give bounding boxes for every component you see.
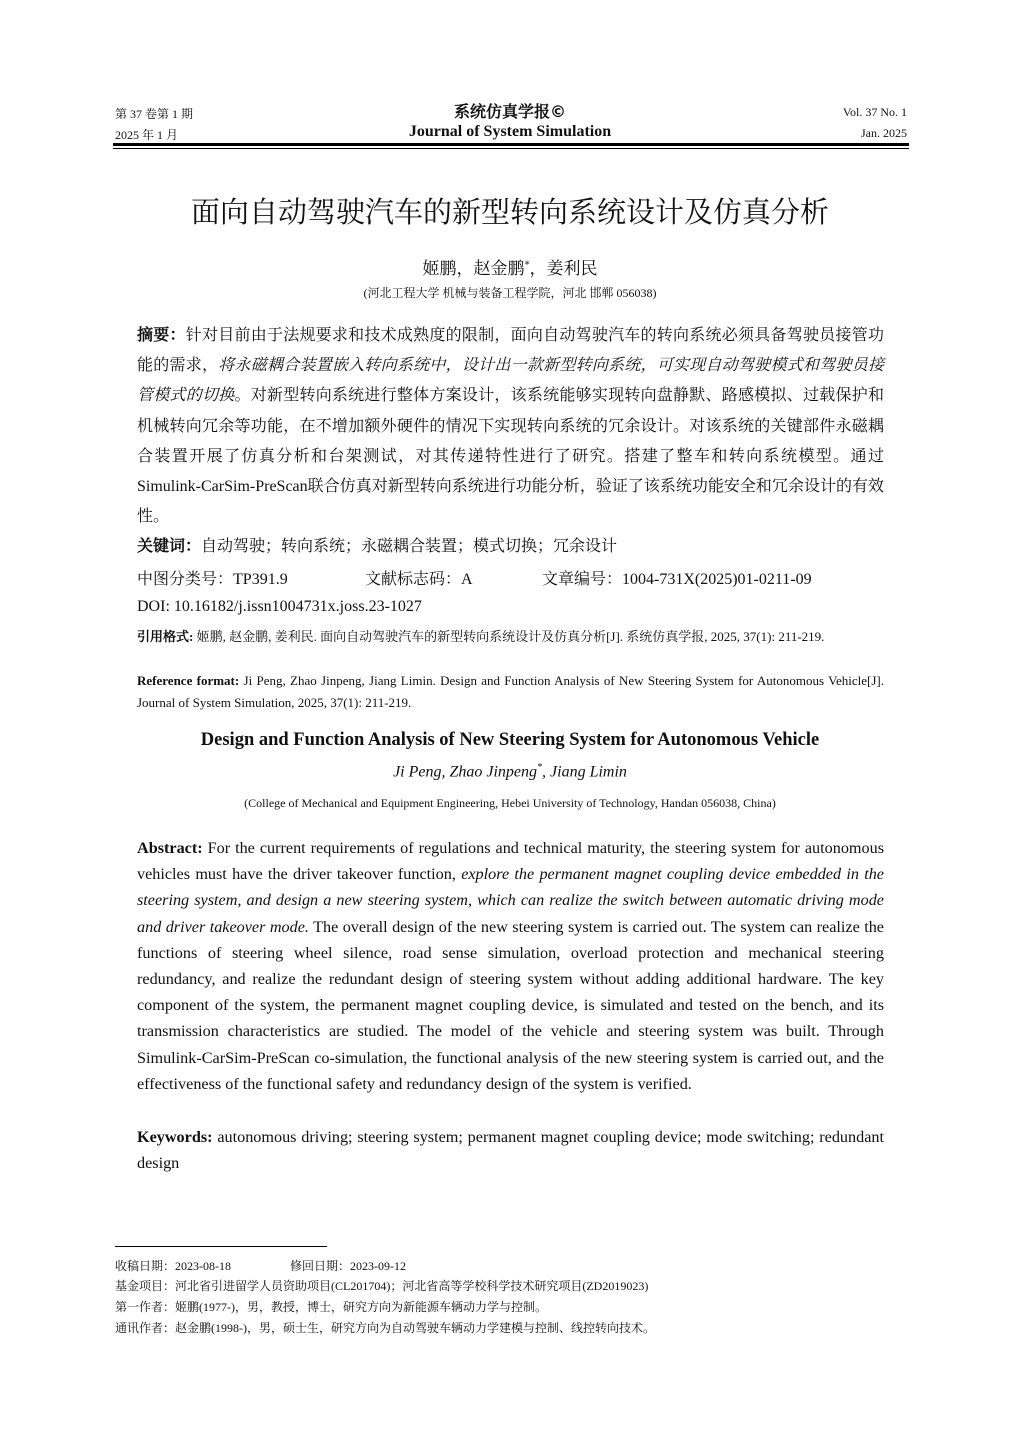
clc-value: TP391.9 (233, 571, 288, 588)
citation-cn (137, 626, 884, 648)
clc-label: 中图分类号： (137, 571, 234, 588)
abstract-en-part2: explore the permanent magnet coupling device embedded in the steering system, and design a new steering system, which can realize the switch between automatic driving mode and driver takeover mode. (137, 865, 884, 936)
authors-cn (0, 254, 1020, 279)
abstract-en-part3: The overall design of the new steering system is carried out. The system can realize the functions of steering wheel silence, road sense simulation, overload protection and mechanical steering redundancy, and realize the redundant design of steering system without adding additional hardware. The key component of the system, the permanent magnet coupling device, is simulated and tested on the bench, and its transmission characteristics are studied. The model of the vehicle and steering system was built. Through Simulink-CarSim-PreScan co-simulation, the functional analysis of the new steering system is carried out, and the effectiveness of the functional safety and redundancy design of the system is verified. (137, 917, 884, 1093)
affiliation-en: (College of Mechanical and Equipment Engineering, Hebei University of Technology, Handan 056038, China) (244, 796, 776, 810)
header-rule-thin (113, 148, 909, 149)
abstract-cn-part3: 。对新型转向系统进行整体方案设计，该系统能够实现转向盘静默、路感模拟、过载保护和机械转向冗余等功能，在不增加额外硬件的情况下实现转向系统的冗余设计。对该系统的关键部件永磁耦合装置开展了仿真分析和台架测试，对其传递特性进行了研究。搭建了整车和转向系统模型。通过Simulink-CarSim-PreScan联合仿真对新型转向系统进行功能分析，验证了该系统功能安全和冗余设计的有效性。 (137, 387, 884, 526)
footnote-rule (115, 1246, 327, 1247)
page-title-cn: 面向自动驾驶汽车的新型转向系统设计及仿真分析 (190, 195, 829, 229)
header-rule-thick (113, 143, 909, 146)
keywords-cn-text: 自动驾驶；转向系统；永磁耦合装置；模式切换；冗余设计 (201, 538, 618, 555)
citation-en (137, 670, 884, 714)
footnote-received: 收稿日期：2023-08-18 (115, 1259, 231, 1273)
authors-en (0, 762, 1020, 781)
author-cn-3: ，姜利民 (529, 259, 598, 279)
author-cn-2: 赵金鹏 (473, 259, 525, 279)
abstract-cn-part1: 针对目前由于法规要求和技术成熟度的限制，面向自动驾驶汽车的转向系统必须具备驾驶员接管功能的需求， (137, 327, 884, 375)
citation-en-label: Reference format: (137, 673, 240, 688)
citation-en-text: Ji Peng, Zhao Jinpeng, Jiang Limin. Design and Function Analysis of New Steering System for Autonomous Vehicle[J]. Journal of System Simulation, 2025, 37(1): 211-219. (137, 673, 885, 710)
header-date-en: Jan. 2025 (861, 126, 907, 140)
doi: DOI: 10.16182/j.issn1004731x.joss.23-1027 (137, 598, 422, 615)
header-volume-cn: 第 37 卷第 1 期 (115, 107, 194, 121)
footnote-revised: 修回日期：2023-09-12 (290, 1259, 406, 1273)
citation-cn-text: 姬鹏, 赵金鹏, 姜利民. 面向自动驾驶汽车的新型转向系统设计及仿真分析[J]. 系统仿真学报, 2025, 37(1): 211-219. (196, 629, 825, 644)
abstract-en-label: Abstract: (137, 839, 203, 857)
abstract-en (137, 835, 884, 1097)
citation-cn-label: 引用格式: (137, 629, 194, 644)
keywords-en-text: autonomous driving; steering system; permanent magnet coupling device; mode switching; redundant design (137, 1128, 884, 1173)
keywords-en (137, 1124, 884, 1176)
affiliation-cn: (河北工程大学 机械与装备工程学院，河北 邯郸 056038) (363, 286, 657, 300)
keywords-en-label: Keywords: (137, 1128, 213, 1146)
header-journal-en: Journal of System Simulation (408, 123, 612, 140)
doc-label: 文献标志码： (365, 571, 462, 588)
header-journal-cn: 系统仿真学报© (453, 102, 566, 121)
keywords-cn (137, 532, 884, 562)
article-number (542, 566, 812, 589)
keywords-cn-label: 关键词： (137, 538, 202, 555)
corresponding-mark-en: * (537, 762, 543, 773)
footnote-first-author: 第一作者：姬鹏(1977-)，男，教授，博士，研究方向为新能源车辆动力学与控制。 (115, 1300, 547, 1314)
clc-number (137, 566, 288, 589)
footnote-fund: 基金项目：河北省引进留学人员资助项目(CL201704)；河北省高等学校科学技术研究项目(ZD2019023) (115, 1279, 649, 1293)
corresponding-mark-cn: * (524, 259, 530, 271)
footnote-corresponding: 通讯作者：赵金鹏(1998-)，男，硕士生，研究方向为自动驾驶车辆动力学建模与控制、线控转向技术。 (115, 1321, 655, 1335)
doc-value: A (461, 571, 473, 588)
abstract-cn (137, 321, 884, 532)
document-code (365, 566, 473, 589)
abstract-en-part1: For the current requirements of regulations and technical maturity, the steering system for autonomous vehicles must have the driver takeover function, (137, 839, 885, 884)
author-en-2: , Jiang Limin (542, 763, 627, 781)
author-cn-1: 姬鹏， (422, 259, 474, 279)
page-title-en: Design and Function Analysis of New Steering System for Autonomous Vehicle (200, 730, 820, 750)
article-label: 文章编号： (542, 571, 623, 588)
header-volume-en: Vol. 37 No. 1 (842, 105, 907, 119)
author-en-1: Ji Peng, Zhao Jinpeng (393, 763, 538, 781)
abstract-cn-label: 摘要： (137, 327, 186, 344)
abstract-cn-part2: 将永磁耦合装置嵌入转向系统中，设计出一款新型转向系统，可实现自动驾驶模式和驾驶员接管模式的切换 (137, 357, 884, 405)
header-date-cn: 2025 年 1 月 (115, 128, 179, 142)
article-value: 1004-731X(2025)01-0211-09 (622, 571, 812, 588)
